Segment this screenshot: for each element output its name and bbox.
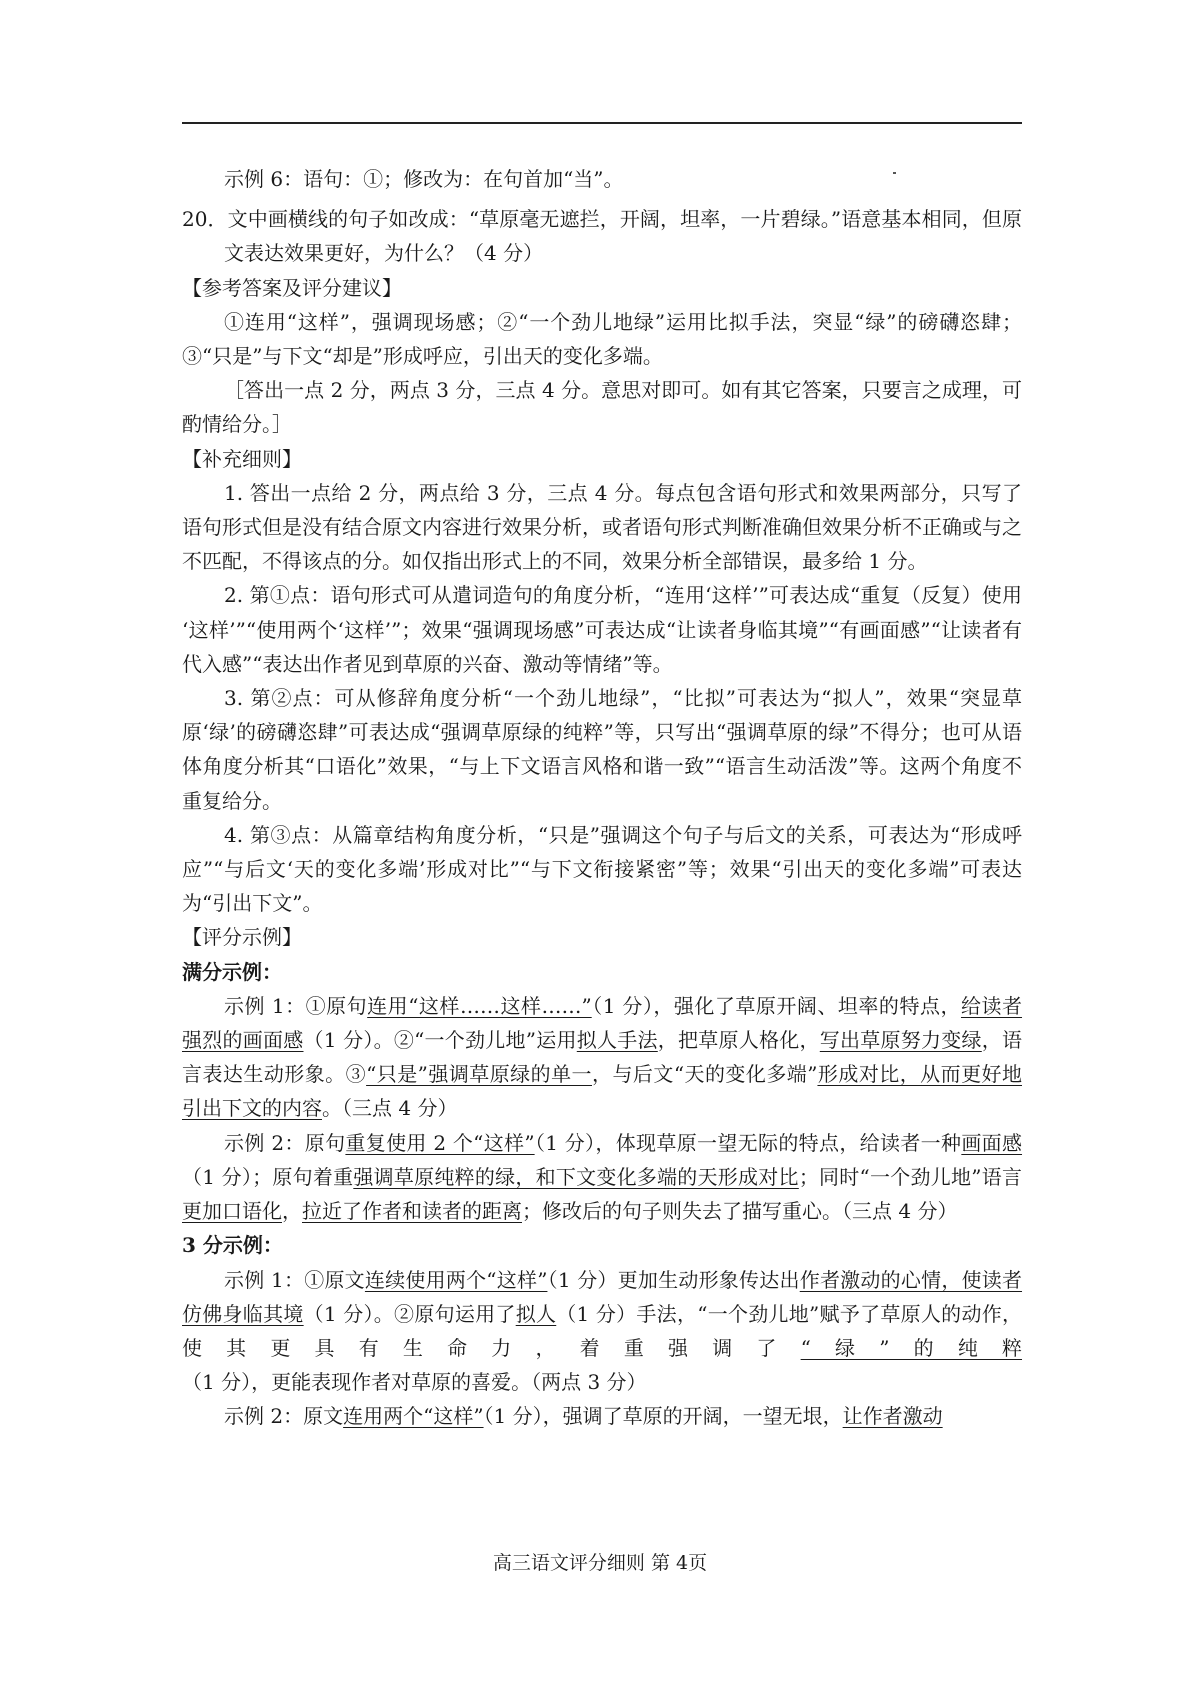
text-run: ，语言表达生动形象。③ (182, 1028, 1023, 1087)
underlined-phrase: 拟人手法 (576, 1028, 658, 1053)
underlined-phrase: 连用“这样……这样……” (367, 993, 592, 1018)
underlined-phrase: 重复使用 2 个“这样” (345, 1130, 535, 1155)
underlined-phrase: 作者激动的心情，使读者仿佛身临其境 (182, 1267, 1023, 1326)
q20-question: 20．文中画横线的句子如改成：“草原毫无遮拦，开阔，坦率，一片碧绿。”语意基本相同，但原文表达效果更好，为什么？（4 分） (182, 207, 1022, 266)
supplement-header: 【补充细则】 (182, 446, 302, 471)
text-run: 示例 1：①原文 (224, 1267, 365, 1292)
text-run: （1 分），强化了草原开阔、坦率的特点， (591, 993, 961, 1018)
text-run: （1 分）手法，“一个劲儿地”赋予了草原人的动作，使其更具有生命力，着重强调了 (182, 1301, 1022, 1360)
text-run: ， (282, 1199, 302, 1224)
full-score-example (182, 989, 1022, 1126)
text-run: ；修改后的句子则失去了描写重心。（三点 4 分） (522, 1199, 958, 1224)
three-point-example (182, 1263, 1022, 1400)
scoring-note: ［答出一点 2 分，两点 3 分，三点 4 分。意思对即可。如有其它答案，只要言之成理，可酌情给分。］ (182, 378, 1022, 437)
text-run: ；同时“一个劲儿地”语言 (798, 1164, 1022, 1189)
text-run: （1 分）更加生动形象传达出 (547, 1267, 800, 1292)
text-run: 示例 1：①原句 (224, 993, 368, 1018)
three-point-example (182, 1399, 1022, 1433)
rule-item: 2. 第①点：语句形式可从遣词造句的角度分析，“连用‘这样’”可表达成“重复（反复）使用 ‘这样’”“使用两个‘这样’”；效果“强调现场感”可表达成“让读者身临其境”“有画面感”“让读者有代入感”“表达出作者见到草原的兴奋、激动等情绪”等。 (182, 583, 1022, 676)
text-run: （1 分），体现草原一望无际的特点，给读者一种 (534, 1130, 962, 1155)
text-run: （1 分），更能表现作者对草原的喜爱。（两点 3 分） (182, 1370, 647, 1395)
text-run: （1 分）。②“一个劲儿地”运用 (303, 1028, 577, 1053)
examples-header: 【评分示例】 (182, 925, 302, 950)
underlined-phrase: 拟人 (515, 1301, 557, 1326)
text-run: 。（三点 4 分） (322, 1096, 458, 1121)
q19-example-6: 示例 6：语句：①；修改为：在句首加“当”。 (224, 167, 624, 191)
text-run: 示例 2：原文 (224, 1404, 344, 1429)
underlined-phrase: 拉近了作者和读者的距离 (302, 1199, 522, 1224)
underlined-phrase: “绿”的纯粹 (800, 1335, 1023, 1360)
page-footer: 高三语文评分细则 第 4页 (492, 1552, 708, 1574)
underlined-phrase: 更加口语化 (182, 1199, 282, 1224)
underlined-phrase: 连续使用两个“这样” (364, 1267, 548, 1292)
text-run: （1 分）；原句着重 (182, 1164, 354, 1189)
header-rule (182, 122, 1022, 124)
underlined-phrase: 连用两个“这样” (343, 1404, 484, 1429)
underlined-phrase: 强调草原纯粹的绿，和下文变化多端的天形成对比 (353, 1164, 799, 1189)
underlined-phrase: “只是”强调草原绿的单一 (366, 1062, 592, 1087)
text-run: 示例 2：原句 (224, 1130, 346, 1155)
answer-header: 【参考答案及评分建议】 (182, 275, 402, 300)
rule-item: 3. 第②点：可从修辞角度分析“一个劲儿地绿”，“比拟”可表达为“拟人”，效果“突显草原‘绿’的磅礴恣肆”可表达成“强调草原绿的纯粹”等，只写出“强调草原的绿”不得分；也可从语体角度分析其“口语化”效果，“与上下文语言风格和谐一致”“语言生动活泼”等。这两个角度不重复给分。 (182, 686, 1022, 813)
page-content (182, 162, 1022, 1434)
underlined-phrase: 画面感 (961, 1130, 1023, 1155)
underlined-phrase: 让作者激动 (842, 1404, 943, 1429)
text-run: （1 分）。②原句运用了 (303, 1301, 516, 1326)
rule-item: 4. 第③点：从篇章结构角度分析，“只是”强调这个句子与后文的关系，可表达为“形成呼应”“与后文‘天的变化多端’形成对比”“与下文衔接紧密”等；效果“引出天的变化多端”可表达为“引出下文”。 (182, 822, 1022, 916)
rule-item: 1. 答出一点给 2 分，两点给 3 分，三点 4 分。每点包含语句形式和效果两部分，只写了语句形式但是没有结合原文内容进行效果分析，或者语句形式判断准确但效果分析不正确或与之不匹配，不得该点的分。如仅指出形式上的不同，效果分析全部错误，最多给 1 分。 (182, 480, 1022, 574)
three-point-header: 3 分示例： (182, 1233, 283, 1258)
full-score-header: 满分示例： (182, 959, 282, 984)
underlined-phrase: 给读者强烈的画面感 (182, 993, 1023, 1053)
text-run: ，与后文“天的变化多端” (592, 1062, 818, 1087)
text-run: （1 分），强调了草原的开阔，一望无垠， (483, 1404, 843, 1429)
full-score-example (182, 1126, 1022, 1229)
underlined-phrase: 形成对比，从而更好地引出下文的内容 (182, 1062, 1022, 1121)
underlined-phrase: 写出草原努力变绿 (819, 1028, 982, 1053)
text-run: ，把草原人格化， (657, 1028, 820, 1053)
answer-text: ①连用“这样”，强调现场感；②“一个劲儿地绿”运用比拟手法，突显“绿”的磅礴恣肆；③“只是”与下文“却是”形成呼应，引出天的变化多端。 (182, 309, 1022, 369)
